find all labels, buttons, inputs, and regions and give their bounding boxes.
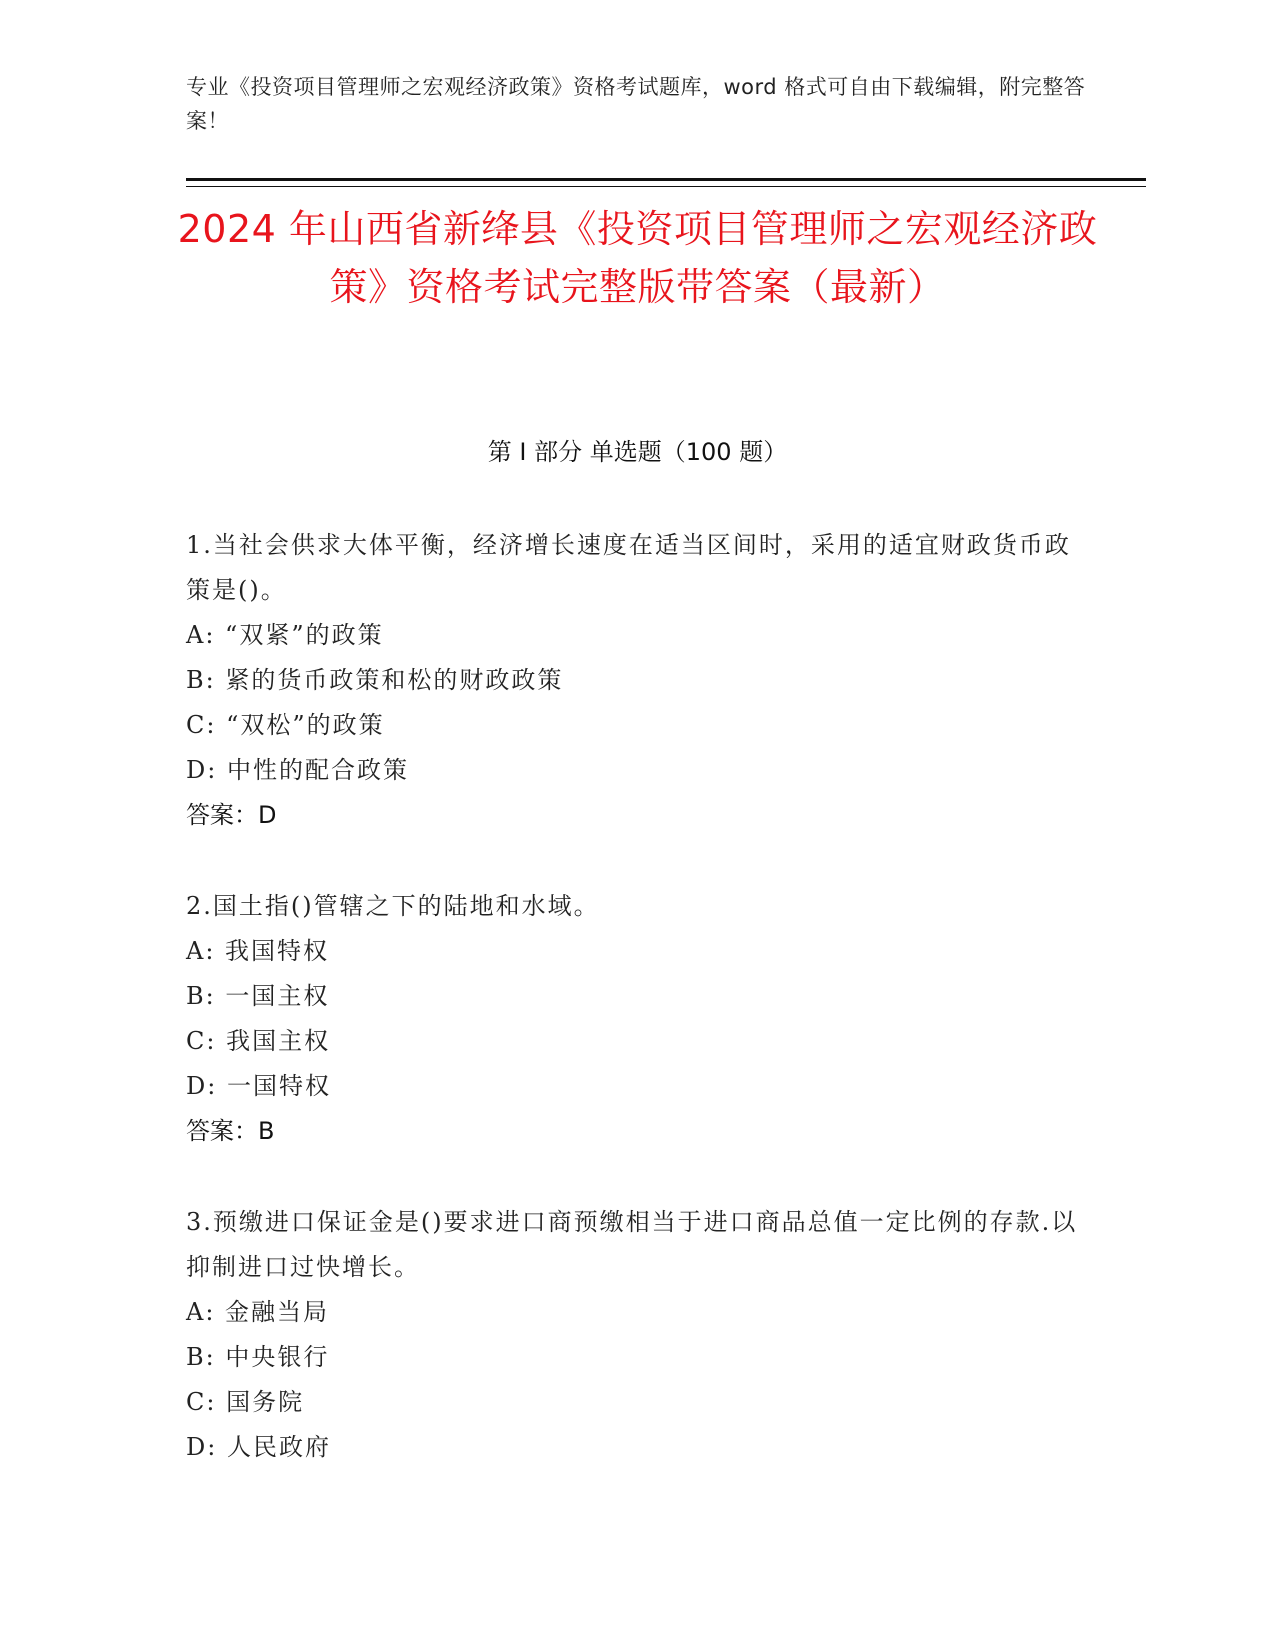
option-a: A: 我国特权 bbox=[186, 937, 330, 965]
option-c: C: 国务院 bbox=[186, 1388, 305, 1416]
option-a: A: 金融当局 bbox=[186, 1298, 330, 1326]
option-b: B: 中央银行 bbox=[186, 1343, 330, 1371]
header-rule-thin bbox=[186, 186, 1146, 187]
option-d: D: 中性的配合政策 bbox=[186, 756, 409, 784]
option-b: B: 紧的货币政策和松的财政政策 bbox=[186, 666, 564, 694]
question-2 bbox=[186, 884, 1086, 1154]
header-rule-thick bbox=[186, 178, 1146, 181]
answer-line: 答案：D bbox=[186, 801, 277, 829]
answer-line: 答案：B bbox=[186, 1117, 275, 1145]
option-d: D: 一国特权 bbox=[186, 1072, 331, 1100]
option-c: C: “双松”的政策 bbox=[186, 711, 385, 739]
option-b: B: 一国主权 bbox=[186, 982, 330, 1010]
question-stem: 1.当社会供求大体平衡，经济增长速度在适当区间时，采用的适宜财政货币政策是()。 bbox=[186, 531, 1071, 604]
header-note: 专业《投资项目管理师之宏观经济政策》资格考试题库，word 格式可自由下载编辑，附完整答案！ bbox=[186, 75, 1086, 133]
option-a: A: “双紧”的政策 bbox=[186, 621, 384, 649]
question-1 bbox=[186, 523, 1086, 838]
option-c: C: 我国主权 bbox=[186, 1027, 331, 1055]
document-title: 2024 年山西省新绛县《投资项目管理师之宏观经济政策》资格考试完整版带答案（最新） bbox=[177, 207, 1098, 309]
option-d: D: 人民政府 bbox=[186, 1433, 331, 1461]
question-list bbox=[186, 523, 1086, 1516]
question-stem: 2.国土指()管辖之下的陆地和水域。 bbox=[186, 892, 600, 920]
section-heading: 第 I 部分 单选题（100 题） bbox=[487, 438, 788, 466]
question-stem: 3.预缴进口保证金是()要求进口商预缴相当于进口商品总值一定比例的存款.以抑制进口过快增长。 bbox=[186, 1208, 1078, 1281]
question-3 bbox=[186, 1200, 1086, 1470]
